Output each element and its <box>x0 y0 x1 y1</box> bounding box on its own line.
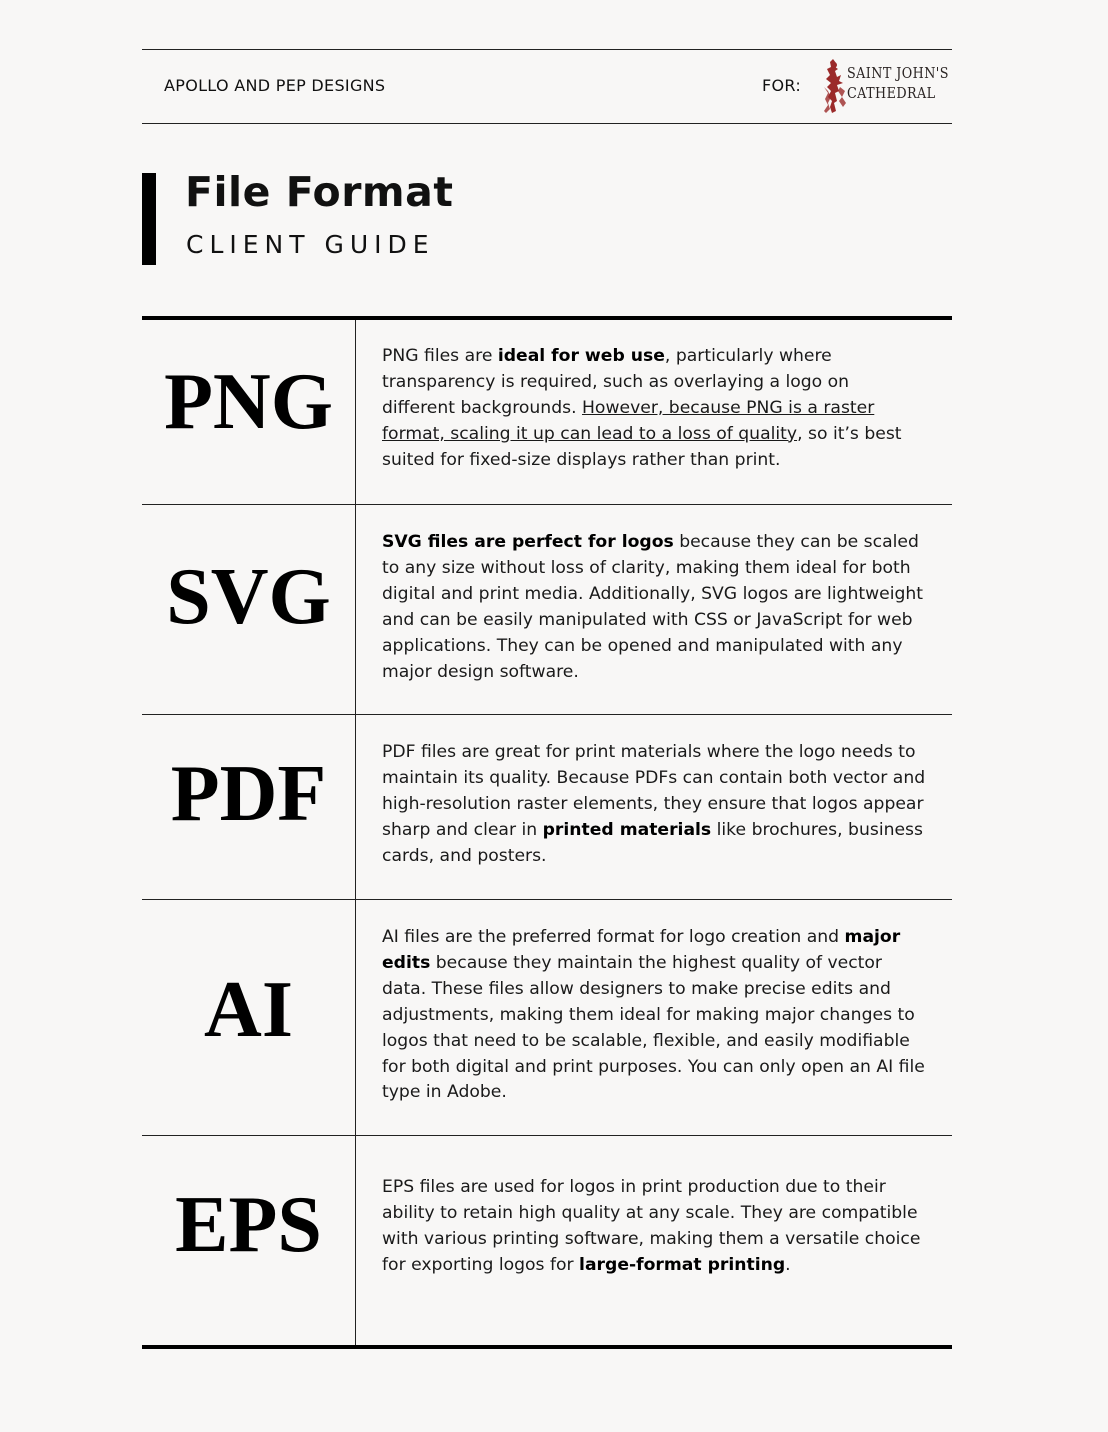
description-segment: large-format printing <box>579 1254 786 1275</box>
description-segment: PDF files are great for print materials where the logo needs to maintain its quality. Because PDFs can contain both vector and high-resolution raster elements, they ensure that logos appear sharp and clear in <box>382 742 926 840</box>
header-top-rule <box>142 49 952 50</box>
header-bottom-rule <box>142 123 952 124</box>
description-segment: ideal for web use <box>497 346 665 366</box>
format-name-pdf: PDF <box>170 750 327 838</box>
format-description-eps <box>382 1175 927 1279</box>
description-segment: , particularly where transparency is required, such as overlaying a logo on different backgrounds. <box>382 346 850 418</box>
table-column-divider <box>355 320 356 1345</box>
row-divider <box>142 714 952 715</box>
format-description-ai <box>382 925 927 1106</box>
description-segment: major edits <box>382 927 901 973</box>
saint-figure-icon <box>822 57 848 115</box>
description-segment: EPS files are used for logos in print production due to their ability to retain high quality at any scale. They are compatible with various printing software, making them a versatile choice for exporting logos for <box>382 1177 921 1275</box>
row-divider <box>142 1135 952 1136</box>
title-accent-bar <box>142 173 156 265</box>
description-segment: . <box>785 1254 791 1275</box>
description-segment: SVG files are perfect for logos <box>382 532 674 552</box>
format-name-png: PNG <box>164 358 333 446</box>
description-segment: PNG files are <box>382 346 498 366</box>
description-segment: because they maintain the highest quality of vector data. These files allow designers to make precise edits and adjustments, making them ideal for making major changes to logos that need to be scalable, flexible, and easily modifiable for both digital and print purposes. You can only open an AI file type in Adobe. <box>382 952 925 1103</box>
format-name-ai: AI <box>204 966 293 1054</box>
description-segment: However, because PNG is a raster format, scaling it up can lead to a loss of quality <box>382 397 875 444</box>
format-description-svg <box>382 530 927 685</box>
client-logo <box>822 57 949 115</box>
description-segment: like brochures, business cards, and posters. <box>382 819 923 866</box>
studio-name: APOLLO AND PEP DESIGNS <box>164 76 386 95</box>
row-divider <box>142 899 952 900</box>
description-segment: printed materials <box>542 819 712 840</box>
page-subtitle: CLIENT GUIDE <box>186 230 435 259</box>
description-segment: , so it’s best suited for fixed-size displays rather than print. <box>382 423 902 470</box>
format-name-eps: EPS <box>175 1181 322 1269</box>
client-logo-line-1: SAINT JOHN'S <box>847 64 949 82</box>
format-description-png <box>382 344 927 474</box>
format-description-pdf <box>382 740 927 870</box>
for-label: FOR: <box>762 76 802 95</box>
client-logo-line-2: CATHEDRAL <box>847 84 936 102</box>
description-segment: AI files are the preferred format for logo creation and <box>382 927 845 947</box>
format-name-svg: SVG <box>166 553 331 641</box>
description-segment: because they can be scaled to any size without loss of clarity, making them ideal for both digital and print media. Additionally, SVG logos are lightweight and can be easily manipulated with CSS or JavaScript for web applications. They can be opened and manipulated with any major design software. <box>382 532 924 682</box>
page-title: File Format <box>185 168 454 216</box>
row-divider <box>142 504 952 505</box>
